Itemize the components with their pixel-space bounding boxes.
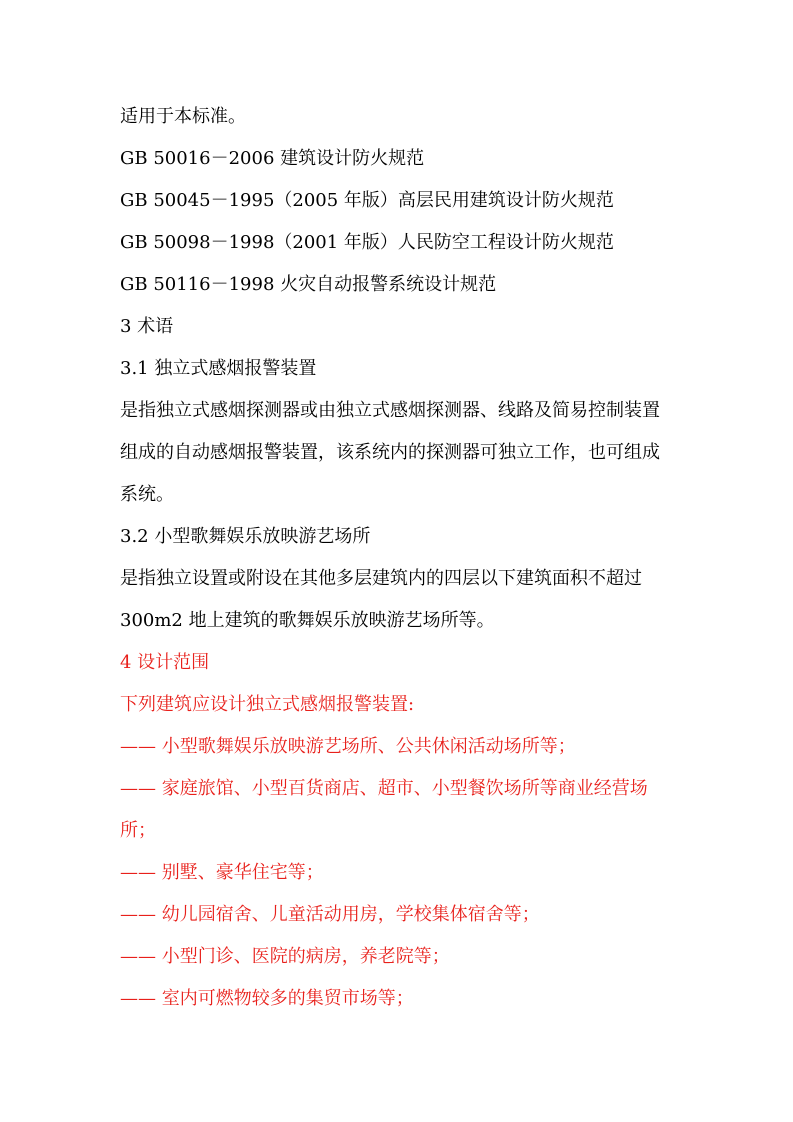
paragraph-line: 系统。 xyxy=(120,484,174,505)
paragraph-line: 组成的自动感烟报警装置，该系统内的探测器可独立工作，也可组成 xyxy=(120,442,660,463)
list-item: —— 幼儿园宿舍、儿童活动用房，学校集体宿舍等； xyxy=(120,904,540,925)
standard-reference: GB 50016－2006 建筑设计防火规范 xyxy=(120,148,425,169)
section-heading: 3 术语 xyxy=(120,316,174,337)
standard-reference: GB 50116－1998 火灾自动报警系统设计规范 xyxy=(120,274,497,295)
list-item: —— 家庭旅馆、小型百货商店、超市、小型餐饮场所等商业经营场 xyxy=(120,778,648,799)
text-line: 适用于本标准。 xyxy=(120,106,246,127)
list-item: —— 小型歌舞娱乐放映游艺场所、公共休闲活动场所等； xyxy=(120,736,576,757)
list-item-continuation: 所； xyxy=(120,820,156,841)
standard-reference: GB 50045－1995（2005 年版）高层民用建筑设计防火规范 xyxy=(120,190,614,211)
subsection-heading: 3.2 小型歌舞娱乐放映游艺场所 xyxy=(120,526,371,547)
paragraph-line-red: 下列建筑应设计独立式感烟报警装置: xyxy=(120,694,415,715)
list-item: —— 别墅、豪华住宅等； xyxy=(120,862,324,883)
paragraph-line: 是指独立设置或附设在其他多层建筑内的四层以下建筑面积不超过 xyxy=(120,568,642,589)
subsection-heading: 3.1 独立式感烟报警装置 xyxy=(120,358,317,379)
paragraph-line: 300m2 地上建筑的歌舞娱乐放映游艺场所等。 xyxy=(120,610,495,631)
standard-reference: GB 50098－1998（2001 年版）人民防空工程设计防火规范 xyxy=(120,232,614,253)
paragraph-line: 是指独立式感烟探测器或由独立式感烟探测器、线路及简易控制装置 xyxy=(120,400,660,421)
list-item: —— 室内可燃物较多的集贸市场等； xyxy=(120,988,414,1009)
section-heading-red: 4 设计范围 xyxy=(120,652,210,673)
list-item: —— 小型门诊、医院的病房，养老院等； xyxy=(120,946,450,967)
